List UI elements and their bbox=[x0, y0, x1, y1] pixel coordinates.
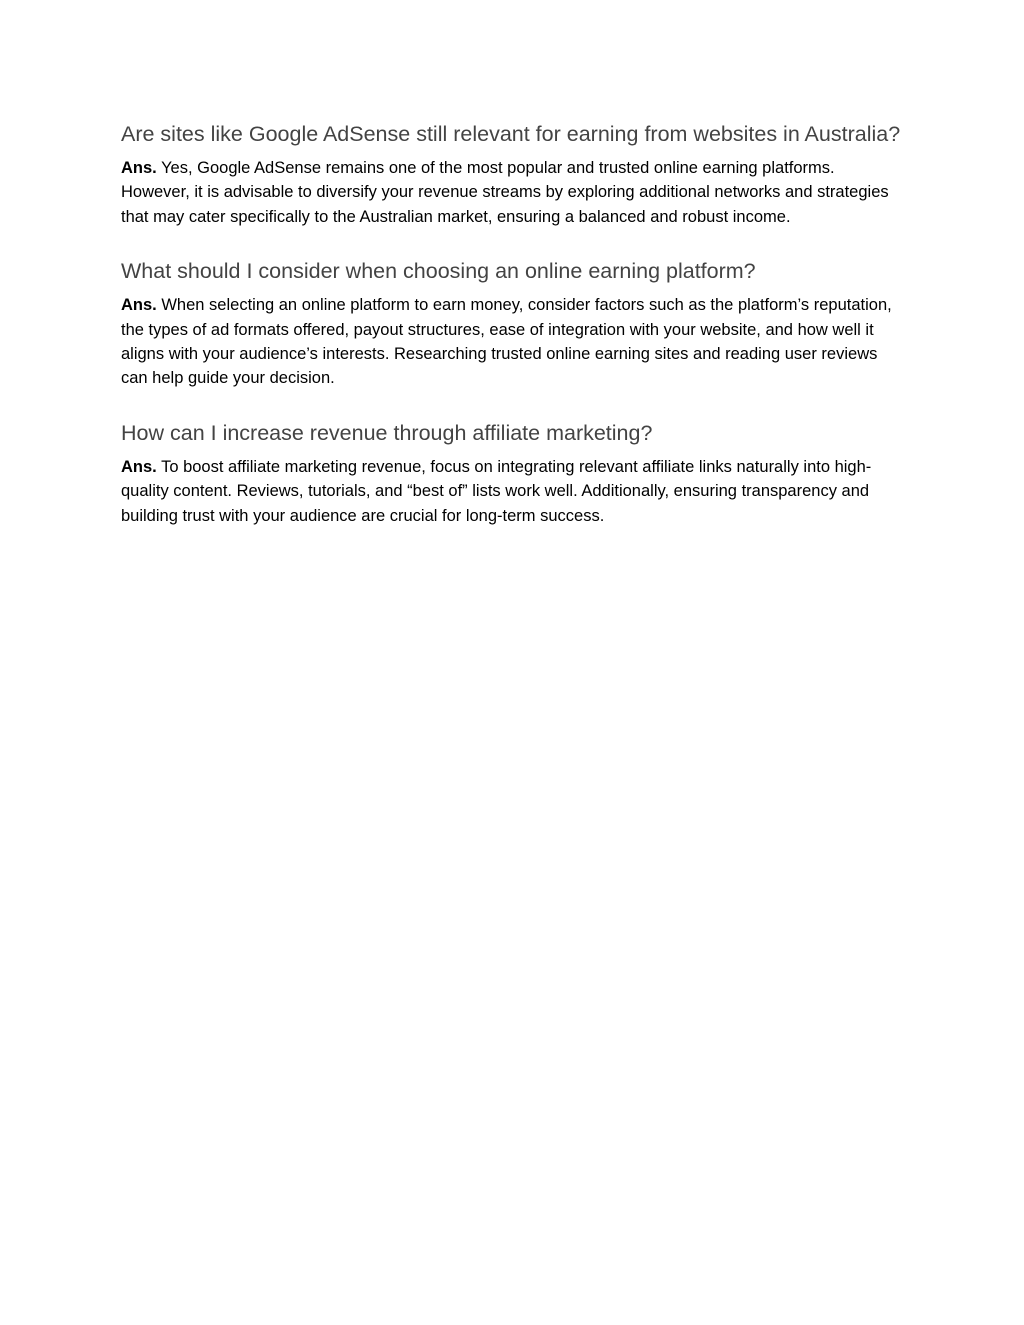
answer-text: To boost affiliate marketing revenue, focus on integrating relevant affiliate links naturally into high-quality content. Reviews, tutorials, and “best of” lists work well. Additionally, ensuring transparency and building trust with your audience are crucial for long-term success. bbox=[121, 457, 872, 525]
answer-prefix: Ans. bbox=[121, 159, 157, 177]
faq-answer bbox=[121, 156, 901, 229]
answer-prefix: Ans. bbox=[121, 296, 157, 315]
faq-question: What should I consider when choosing an online earning platform? bbox=[121, 259, 756, 284]
faq-item-adsense bbox=[121, 118, 901, 229]
faq-item-choosing-platform bbox=[121, 255, 901, 391]
faq-question: How can I increase revenue through affiliate marketing? bbox=[121, 420, 653, 445]
answer-prefix: Ans. bbox=[121, 457, 157, 476]
answer-text: Yes, Google AdSense remains one of the most popular and trusted online earning platforms. However, it is advisable to diversify your revenue streams by exploring additional networks and strategies that may cater specifically to the Australian market, ensuring a balanced and robust income. bbox=[121, 159, 889, 226]
faq-item-affiliate-marketing bbox=[121, 417, 901, 528]
faq-answer bbox=[121, 455, 901, 528]
faq-question: Are sites like Google AdSense still relevant for earning from websites in Australia? bbox=[121, 122, 901, 146]
answer-text: When selecting an online platform to earn money, consider factors such as the platform’s reputation, the types of ad formats offered, payout structures, ease of integration with your website, and how well it aligns with your audience’s interests. Researching trusted online earning sites and reading user reviews can help guide your decision. bbox=[121, 296, 892, 388]
faq-answer bbox=[121, 293, 901, 391]
